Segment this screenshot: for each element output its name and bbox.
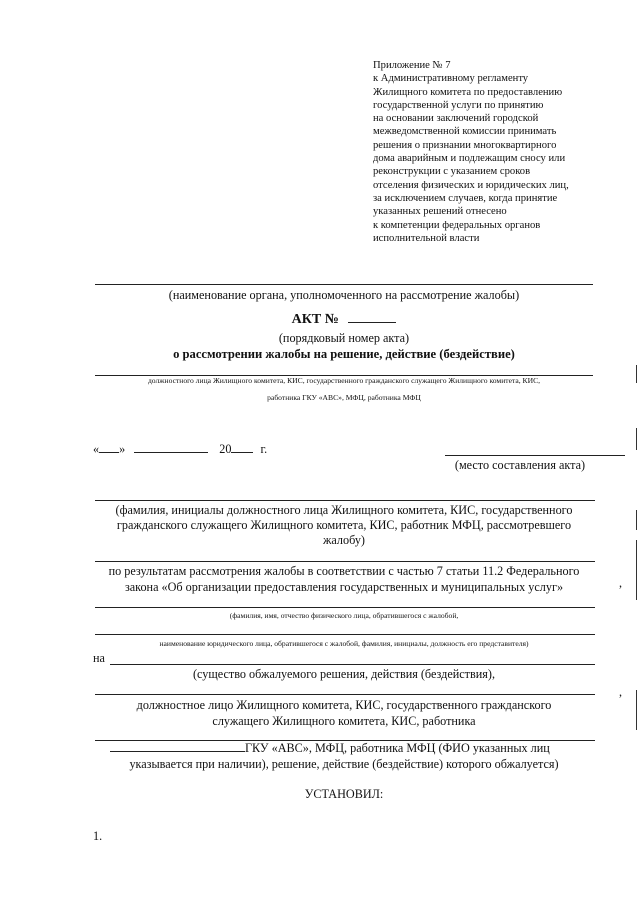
day-blank — [99, 452, 119, 453]
fill-line — [95, 284, 593, 285]
fill-line — [95, 694, 595, 695]
fill-line — [95, 607, 595, 608]
essence-label: (существо обжалуемого решения, действия (бездействия), — [193, 667, 495, 681]
appendix-line: за исключением случаев, когда принятие — [373, 192, 558, 204]
appendix-line: к Административному регламенту — [373, 73, 529, 85]
gku-text: ГКУ «АВС», МФЦ, работника МФЦ (ФИО указанных лиц — [245, 741, 550, 755]
scan-edge-mark — [636, 510, 637, 530]
act-title-row — [95, 312, 593, 328]
date-close-quote: » — [119, 442, 126, 456]
appendix-line: указанных решений отнесено — [373, 206, 507, 218]
date-open-quote: « — [93, 442, 100, 456]
item-number: 1. — [93, 829, 103, 843]
act-subject: о рассмотрении жалобы на решение, действие (бездействие) — [173, 347, 515, 361]
on-word: на — [93, 651, 105, 665]
gku-text-cont: указывается при наличии), решение, действие (бездействие) которого обжалуется) — [129, 757, 559, 771]
scan-edge-mark — [636, 365, 637, 383]
fill-line — [445, 455, 625, 456]
results-text: по результатам рассмотрения жалобы в соответствии с частью 7 статьи 11.2 Федерального — [108, 564, 580, 578]
scan-edge-mark — [636, 690, 637, 730]
appendix-title: Приложение № 7 — [373, 60, 451, 71]
year-blank — [231, 452, 253, 453]
date-row — [93, 442, 267, 457]
appendix-line: отселения физических и юридических лиц, — [373, 179, 569, 191]
official-small-line: работника ГКУ «АВС», МФЦ, работника МФЦ — [267, 393, 421, 402]
results-text: закона «Об организации предоставления государственных и муниципальных услуг» — [124, 580, 564, 594]
year-suffix: г. — [260, 442, 268, 456]
scan-edge-mark — [636, 540, 637, 600]
person-label: (фамилия, имя, отчество физического лица, обратившегося с жалобой, — [229, 611, 459, 620]
margin-mark: , — [619, 576, 623, 590]
place-label: (место составления акта) — [454, 458, 586, 472]
appendix-line: дома аварийным и подлежащим сносу или — [373, 153, 566, 165]
appendix-line: к компетенции федеральных органов — [373, 219, 541, 231]
reviewer-label: (фамилия, инициалы должностного лица Жилищного комитета, КИС, государственного — [115, 503, 573, 517]
appendix-line: исполнительной власти — [373, 232, 480, 244]
fill-line — [95, 500, 595, 501]
body-label: (наименование органа, уполномоченного на рассмотрение жалобы) — [168, 288, 520, 302]
act-number-label: (порядковый номер акта) — [278, 331, 410, 345]
official-line: служащего Жилищного комитета, КИС, работника — [212, 714, 476, 728]
appendix-line: решения о признании многоквартирного — [373, 139, 557, 151]
appendix-line: Жилищного комитета по предоставлению — [373, 86, 563, 98]
legal-entity-label: наименование юридического лица, обратившегося с жалобой, фамилия, инициалы, должность его представителя) — [159, 639, 529, 648]
appendix-line: межведомственной комиссии принимать — [373, 126, 557, 138]
gku-row — [110, 741, 550, 756]
year-prefix: 20 — [219, 442, 232, 456]
gku-blank — [110, 751, 245, 752]
scan-edge-mark — [636, 428, 637, 450]
fill-line — [110, 664, 595, 665]
reviewer-label: гражданского служащего Жилищного комитета, КИС, работник МФЦ, рассмотревшего — [116, 518, 572, 532]
appendix-block — [373, 59, 608, 245]
appendix-line: реконструкции с указанием сроков — [373, 166, 531, 178]
official-line: должностное лицо Жилищного комитета, КИС, государственного гражданского — [136, 698, 552, 712]
fill-line — [95, 561, 595, 562]
act-number-blank — [348, 322, 396, 323]
appendix-line: государственной услуги по принятию — [373, 99, 544, 111]
established-heading: УСТАНОВИЛ: — [304, 787, 384, 801]
margin-mark: , — [619, 685, 623, 699]
official-small-line: должностного лица Жилищного комитета, КИС, государственного гражданского служащего Жилищного комитета, КИС, — [147, 376, 541, 385]
appendix-line: на основании заключений городской — [373, 113, 539, 125]
act-title: АКТ № — [291, 312, 339, 327]
month-blank — [134, 452, 208, 453]
reviewer-label: жалобу) — [322, 533, 365, 547]
fill-line — [95, 634, 595, 635]
